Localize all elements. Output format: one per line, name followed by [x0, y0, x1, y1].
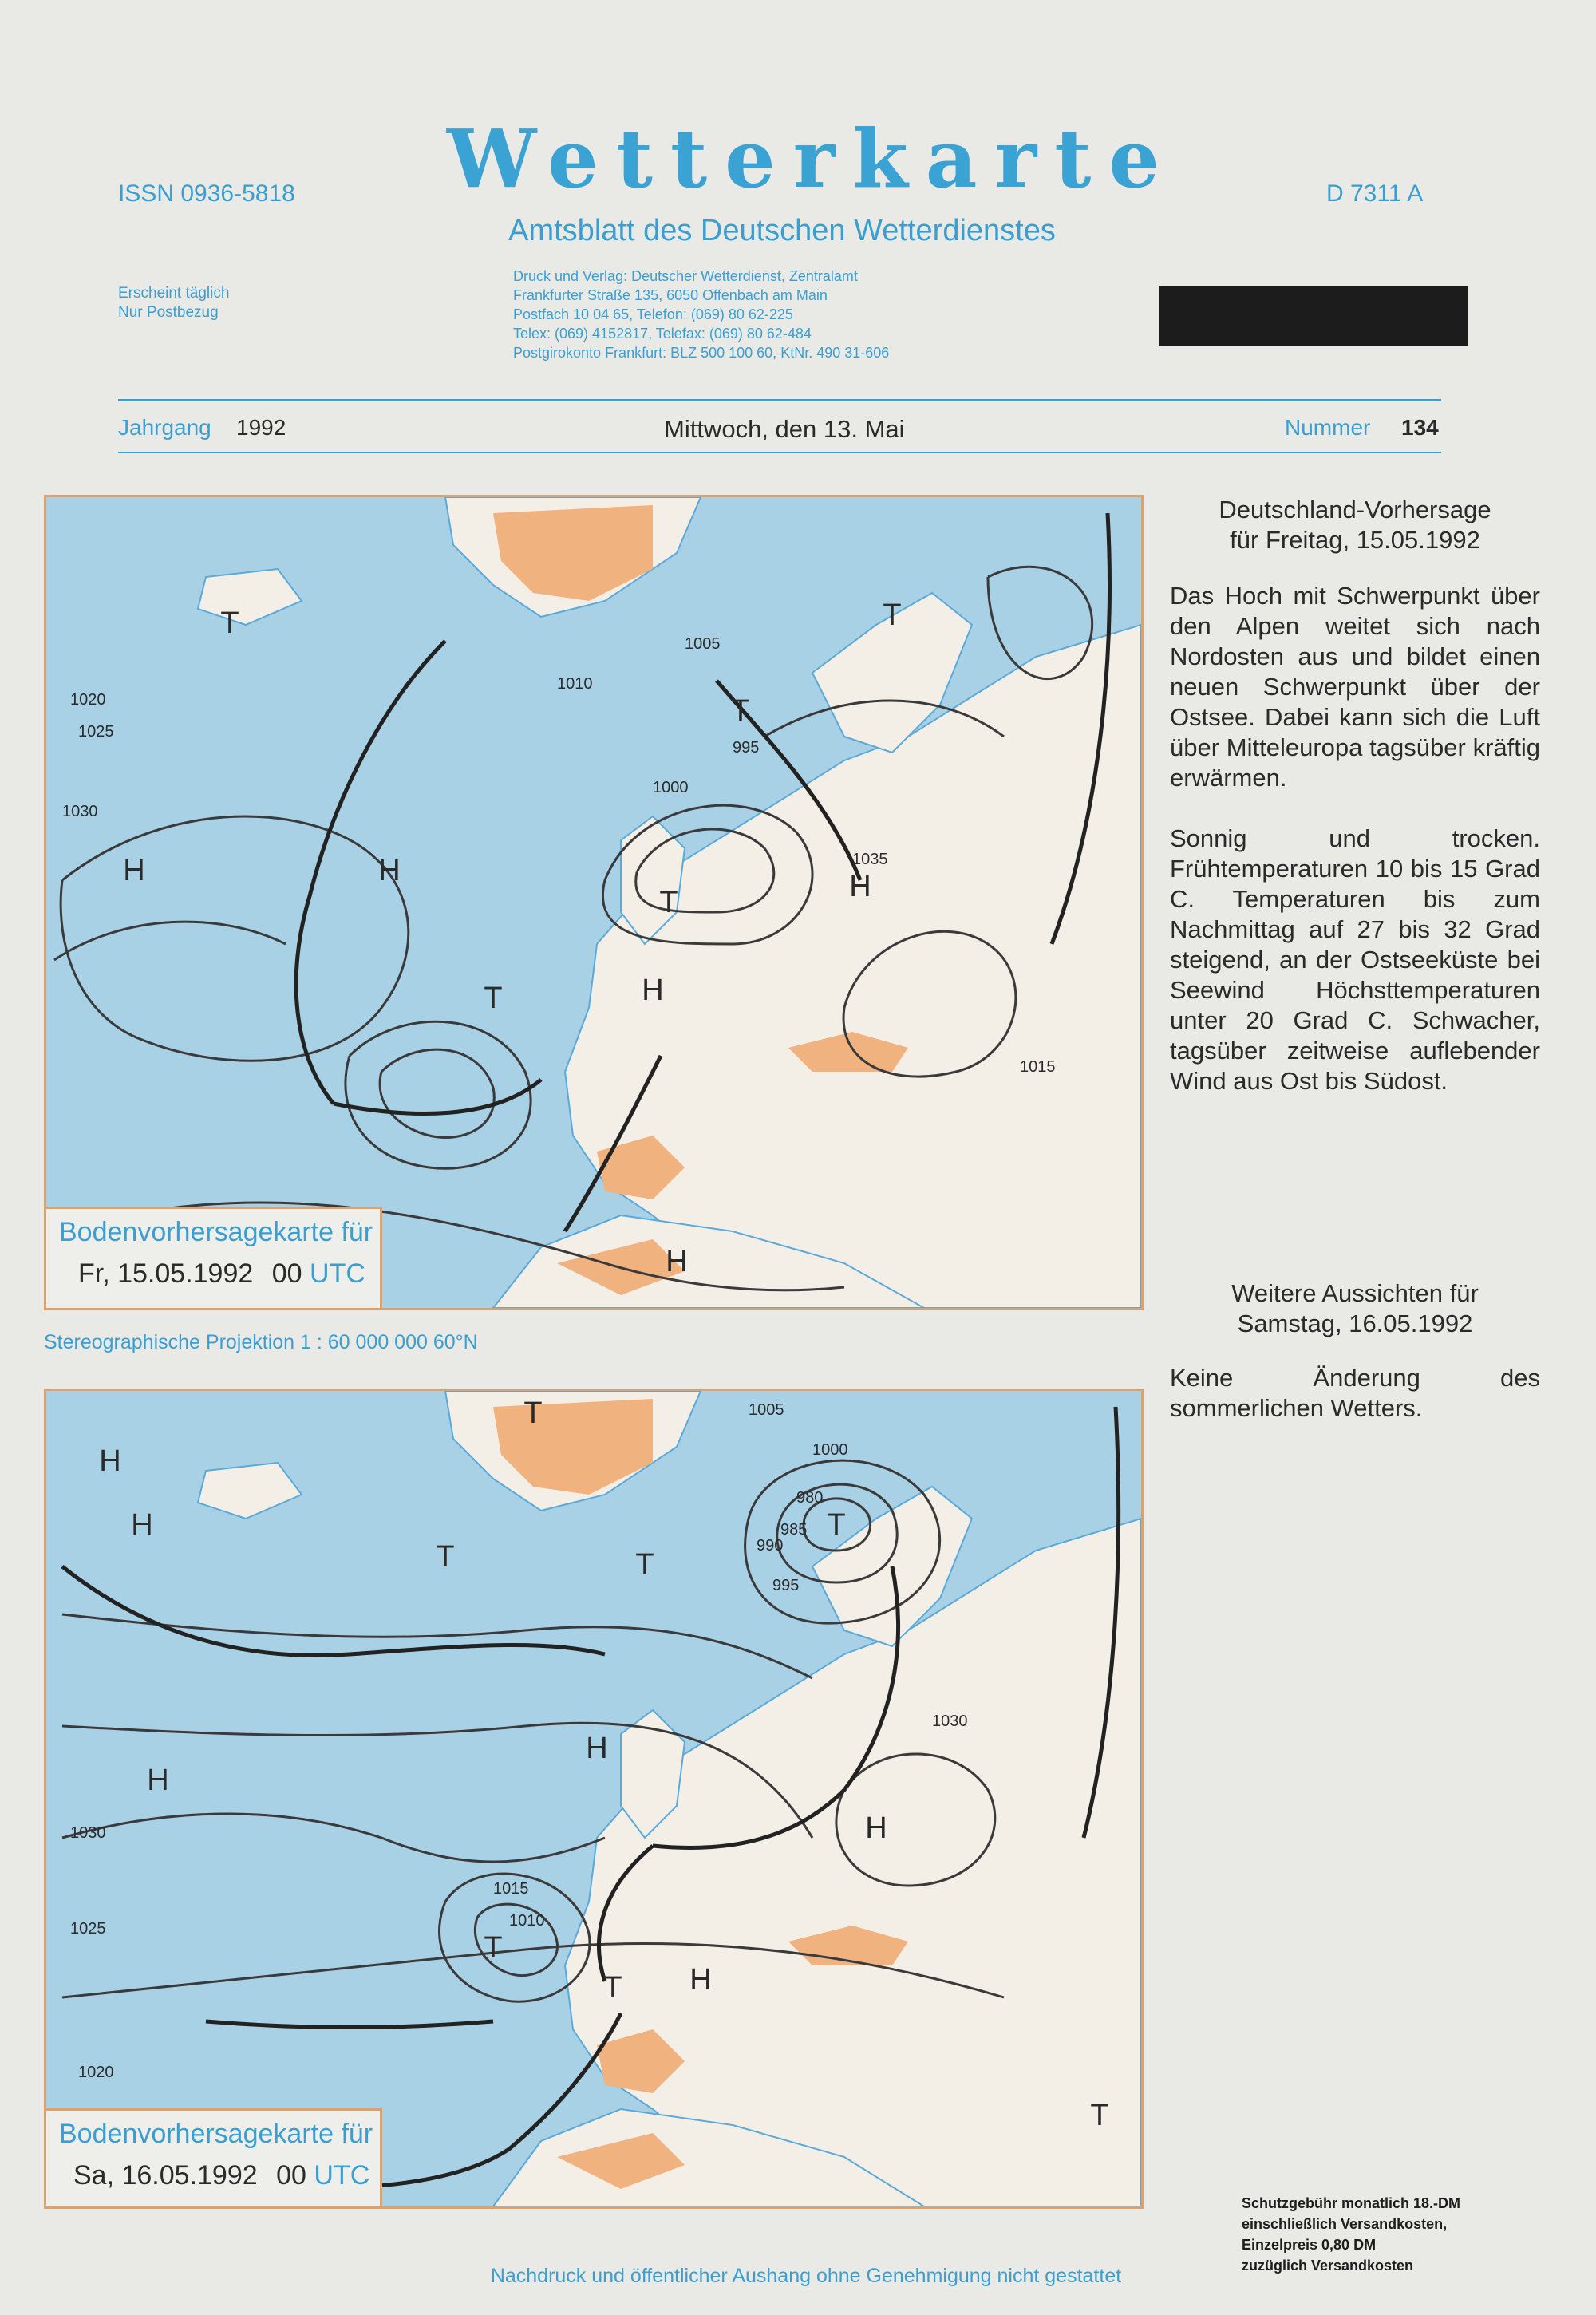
- isobar-value: 1000: [653, 779, 689, 796]
- isobar-value: 1010: [509, 1912, 545, 1930]
- forecast-paragraph: Das Hoch mit Schwerpunkt über den Alpen weitet sich nach Nordosten aus und bildet einen neuen Schwerpunkt über der Ostsee. Dabei kann sich die Luft über Mitteleuropa tagsüber kräftig erwärmen.: [1170, 582, 1540, 792]
- header-rule-bottom: [118, 452, 1441, 453]
- year-label: Jahrgang: [118, 415, 211, 440]
- number-label: Nummer: [1285, 415, 1371, 440]
- fee-line: zuzüglich Versandkosten: [1242, 2258, 1414, 2274]
- outlook-text: Keine Änderung des sommerlichen Wetters.: [1170, 1364, 1540, 1422]
- warm-front: [206, 2021, 493, 2028]
- isobar-value: 1025: [78, 723, 114, 741]
- isobar-value: 1030: [932, 1713, 968, 1730]
- high-pressure-label: H: [586, 1732, 608, 1765]
- isobar-value: 1010: [557, 675, 593, 693]
- header-rule-top: [118, 399, 1441, 401]
- isobar-value: 1000: [812, 1441, 848, 1459]
- map-caption: [46, 1207, 382, 1308]
- isobar: [61, 816, 409, 1061]
- low-pressure-label: T: [220, 606, 239, 640]
- isobar-value: 1030: [70, 1824, 106, 1842]
- isobar: [380, 1049, 494, 1137]
- number-value: 134: [1401, 415, 1439, 440]
- fee-line: Schutzgebühr monatlich 18.-DM: [1242, 2195, 1461, 2211]
- high-pressure-label: H: [123, 854, 145, 887]
- reprint-notice: Nachdruck und öffentlicher Aushang ohne Genehmigung nicht gestattet: [490, 2265, 1122, 2287]
- fee-note: [1242, 2193, 1460, 2276]
- forecast-heading-date: für Freitag, 15.05.1992: [1230, 526, 1480, 554]
- isobar-value: 1005: [749, 1401, 784, 1419]
- map-caption-title: Bodenvorhersagekarte für: [59, 1217, 373, 1247]
- cold-front: [62, 1566, 605, 1656]
- high-pressure-label: H: [147, 1764, 169, 1797]
- warm-front: [334, 1080, 541, 1113]
- high-pressure-label: H: [865, 1811, 887, 1845]
- isobar-value: 990: [757, 1537, 784, 1555]
- masthead-title: Wetterkarte: [447, 112, 1178, 206]
- isobar-value: 1025: [70, 1920, 106, 1938]
- isobar-value: 1020: [78, 2064, 114, 2081]
- high-pressure-label: H: [378, 854, 401, 887]
- low-pressure-label: T: [1090, 2099, 1109, 2132]
- isobar-value: 985: [780, 1521, 808, 1539]
- isobar: [54, 922, 286, 960]
- publisher-line: Postgirokonto Frankfurt: BLZ 500 100 60, KtNr. 490 31-606: [513, 345, 890, 361]
- low-pressure-label: T: [484, 1931, 503, 1965]
- forecast-heading: Deutschland-Vorhersage: [1219, 496, 1491, 523]
- landmass-iceland: [198, 1463, 302, 1519]
- publisher-line: Postfach 10 04 65, Telefon: (069) 80 62-225: [513, 306, 793, 322]
- map-caption-hour: 00: [276, 2160, 306, 2191]
- publisher-line: Telex: (069) 4152817, Telefax: (069) 80 62-484: [513, 326, 812, 342]
- forecast-paragraph: Sonnig und trocken. Frühtemperaturen 10 bis 15 Grad C. Temperaturen bis zum Nachmittag auf 27 bis 32 Grad steigend, an der Ostseeküste bei Seewind Höchsttemperaturen unter 20 Grad C. Schwacher, tagsüber zeitweise auflebender Wind aus Ost bis Südost.: [1170, 824, 1540, 1095]
- outlook-column: [1170, 1278, 1540, 1424]
- redacted-block: [1159, 286, 1468, 346]
- map-caption-day: Fr, 15.05.1992: [78, 1258, 254, 1289]
- low-pressure-label: T: [827, 1508, 846, 1542]
- landmass-iceland: [198, 569, 302, 625]
- map-caption-utc: UTC: [314, 2160, 370, 2191]
- isobar-value: 995: [772, 1577, 800, 1594]
- weather-map-graphic: [46, 497, 1141, 1308]
- map-caption-hour: 00: [271, 1258, 302, 1289]
- forecast-map-friday: [44, 495, 1144, 1310]
- map-caption-date: [78, 1258, 365, 1290]
- map-caption-date: [73, 2160, 369, 2191]
- map-caption-day: Sa, 16.05.1992: [73, 2160, 258, 2191]
- low-pressure-label: T: [883, 599, 902, 632]
- year-value: 1992: [236, 415, 286, 440]
- low-pressure-label: T: [436, 1540, 455, 1574]
- low-pressure-label: T: [523, 1397, 543, 1430]
- high-pressure-label: H: [642, 974, 664, 1007]
- publisher-line: Frankfurter Straße 135, 6050 Offenbach am Main: [513, 287, 828, 303]
- publisher-line: Druck und Verlag: Deutscher Wetterdienst, Zentralamt: [513, 268, 858, 284]
- appearance-note-line: Erscheint täglich: [118, 285, 230, 302]
- cold-front: [296, 641, 445, 1104]
- map-caption: [46, 2108, 382, 2206]
- low-pressure-label: T: [731, 694, 750, 728]
- issn-number: ISSN 0936-5818: [118, 180, 295, 207]
- high-pressure-label: H: [131, 1508, 153, 1542]
- outlook-heading-date: Samstag, 16.05.1992: [1237, 1310, 1473, 1337]
- isobar-value: 1020: [70, 691, 106, 709]
- outlook-heading: Weitere Aussichten für: [1231, 1279, 1479, 1307]
- high-pressure-label: H: [666, 1245, 688, 1278]
- isobar-value: 1015: [493, 1880, 529, 1898]
- forecast-column: [1170, 495, 1540, 1096]
- isobar: [62, 1814, 605, 1862]
- low-pressure-label: T: [603, 1971, 622, 2005]
- appearance-note: [118, 284, 229, 322]
- weather-map-graphic: [46, 1391, 1141, 2206]
- projection-note: Stereographische Projektion 1 : 60 000 000 60°N: [44, 1331, 478, 1353]
- high-pressure-label: H: [849, 870, 871, 903]
- isobar: [346, 1021, 531, 1168]
- postal-code: D 7311 A: [1326, 180, 1424, 207]
- masthead-subtitle: Amtsblatt des Deutschen Wetterdienstes: [508, 214, 1056, 247]
- fee-line: einschließlich Versandkosten,: [1242, 2216, 1448, 2232]
- map-caption-utc: UTC: [310, 1258, 365, 1289]
- isobar-value: 1030: [62, 803, 98, 820]
- isobar-value: 1015: [1020, 1058, 1056, 1076]
- issue-date: Mittwoch, den 13. Mai: [664, 415, 905, 443]
- isobar-value: 995: [733, 739, 760, 757]
- fee-line: Einzelpreis 0,80 DM: [1242, 2237, 1377, 2253]
- high-pressure-label: H: [689, 1963, 712, 1997]
- isobar-value: 1035: [852, 851, 888, 868]
- publisher-info: [513, 267, 889, 362]
- forecast-map-saturday: [44, 1389, 1144, 2209]
- low-pressure-label: T: [484, 982, 503, 1015]
- high-pressure-label: H: [99, 1444, 121, 1478]
- map-caption-title: Bodenvorhersagekarte für: [59, 2119, 373, 2149]
- isobar-value: 980: [796, 1489, 824, 1507]
- isobar-value: 1005: [685, 635, 721, 653]
- low-pressure-label: T: [635, 1548, 654, 1582]
- appearance-note-line: Nur Postbezug: [118, 304, 219, 321]
- low-pressure-label: T: [659, 886, 678, 919]
